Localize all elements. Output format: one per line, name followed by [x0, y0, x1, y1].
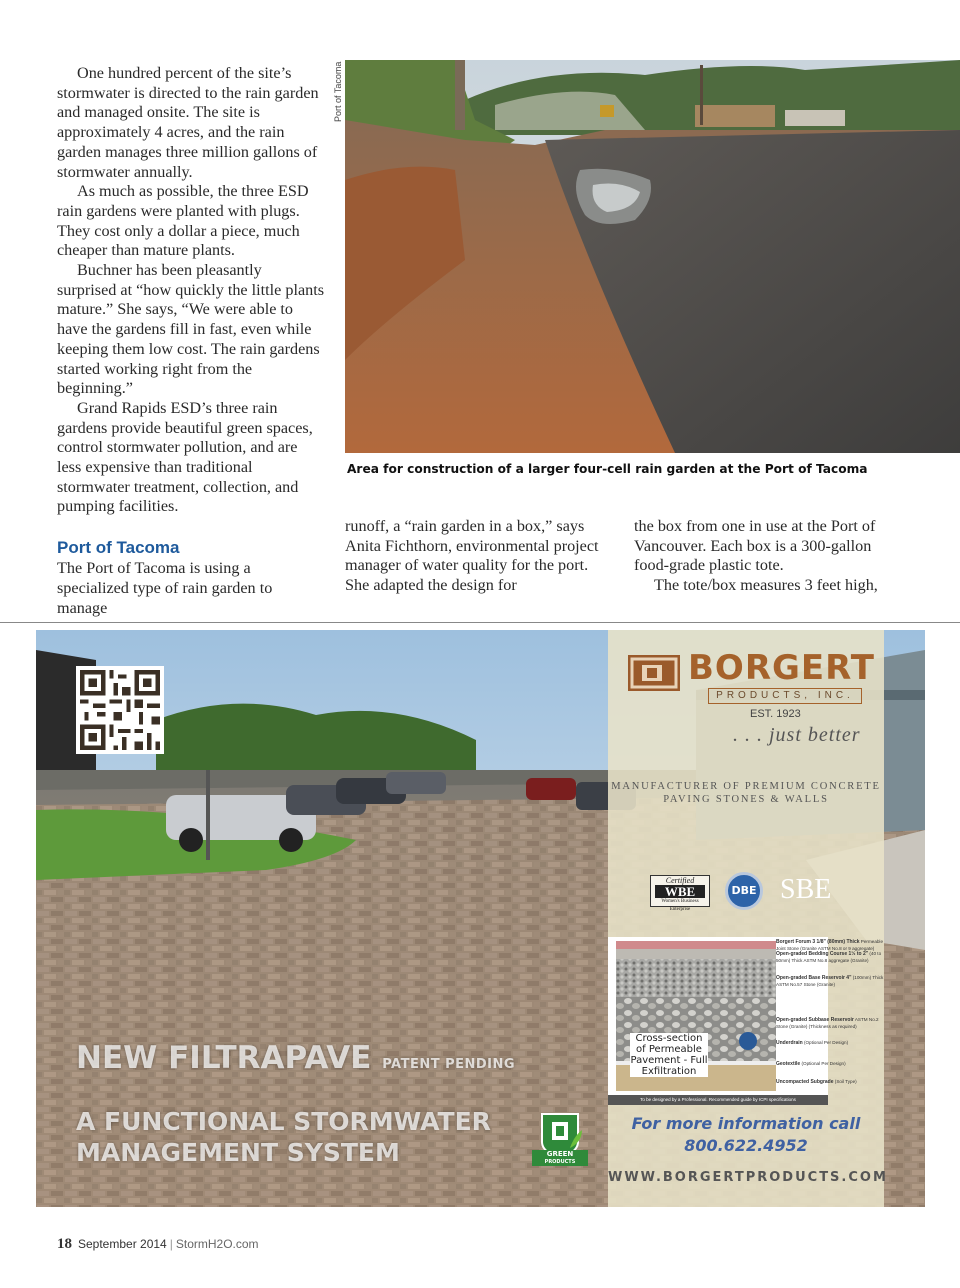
- layer-label: Open-graded Subbase Reservoir ASTM No.2 Stone (Granite) (Thickness as required): [776, 1017, 879, 1029]
- contact-info: For more information call 800.622.4952: [608, 1113, 884, 1157]
- patent-pending-label: PATENT PENDING: [382, 1057, 516, 1072]
- qr-code[interactable]: [76, 666, 164, 754]
- page-number: 18: [57, 1236, 72, 1252]
- website-link[interactable]: WWW.BORGERTPRODUCTS.COM: [608, 1170, 888, 1185]
- layer-label: Underdrain (Optional Per Design): [776, 1040, 849, 1046]
- section-divider: [0, 622, 960, 623]
- article-column-2: [345, 517, 610, 596]
- paragraph: Buchner has been pleasantly surprised at “how quickly the little plants mature.” She says, “We were able to have the gardens fill in fast, even while keeping them low cost. The rain gardens started working right from the beginning.”: [57, 261, 325, 398]
- article-column-3: [634, 517, 909, 596]
- wbe-certification-badge: Certified WBE Women's Business Enterprise: [650, 875, 710, 907]
- established-label: EST. 1923: [750, 708, 801, 720]
- article-photo: [345, 60, 960, 453]
- sbe-certification-badge: SBE: [780, 874, 832, 905]
- ad-headline: NEW FILTRAPAVE PATENT PENDING: [76, 1040, 516, 1076]
- dbe-certification-badge: DBE: [725, 872, 763, 910]
- photo-caption: Area for construction of a larger four-cell rain garden at the Port of Tacoma: [347, 462, 868, 476]
- paragraph: As much as possible, the three ESD rain gardens were planted with plugs. They cost only a dollar a piece, much cheaper than mature plants.: [57, 182, 309, 260]
- paragraph: the box from one in use at the Port of Vancouver. Each box is a 300-gallon food-grade plastic tote.: [634, 517, 876, 575]
- borgert-logo-icon: [628, 655, 680, 691]
- brand-subtitle: PRODUCTS, INC.: [708, 688, 862, 704]
- layer-label: Borgert Forum 3 1/8" (80mm) Thick Permeable Joint Stone (Granite ASTM No.8 or 9 aggregate): [776, 939, 884, 951]
- paragraph: Grand Rapids ESD’s three rain gardens provide beautiful green spaces, control stormwater pollution, and are less expensive than traditional stormwater treatment, collection, and pumping facilities.: [57, 398, 313, 516]
- paragraph: The Port of Tacoma is using a specialized type of rain garden to manage: [57, 559, 273, 617]
- site-name: StormH2O.com: [175, 1237, 259, 1251]
- layer-label: Geotextile (Optional Per Design): [776, 1061, 846, 1067]
- issue-date: September 2014: [78, 1237, 167, 1251]
- photo-credit: Port of Tacoma: [333, 61, 343, 122]
- phone-number: 800.622.4952: [684, 1136, 808, 1155]
- brand-tagline: . . . just better: [733, 724, 861, 746]
- brand-name: BORGERT: [688, 648, 875, 688]
- section-subhead: Port of Tacoma: [57, 538, 180, 558]
- paragraph: The tote/box measures 3 feet high,: [654, 576, 878, 595]
- layer-label: Open-graded Bedding Course 1½ to 2" (40 to 50mm) Thick ASTM No.8 aggregate (Granite): [776, 951, 882, 963]
- borgert-advertisement: [36, 630, 925, 1207]
- ad-subheadline: A FUNCTIONAL STORMWATER MANAGEMENT SYSTEM: [76, 1107, 491, 1167]
- article-column-1: [57, 64, 325, 618]
- layer-label: Open-graded Base Reservoir 4" (100mm) Thick ASTM No.57 Stone (Granite): [776, 975, 884, 987]
- cross-section-diagram: [608, 937, 884, 1105]
- cross-section-note: To be designed by a Professional. Recommended guide by ICPI specifications: [608, 1095, 828, 1105]
- green-products-logo: GREEN PRODUCTS: [536, 1112, 584, 1168]
- cross-section-title: Cross-section of Permeable Pavement - Full Exfiltration: [630, 1033, 708, 1077]
- page-footer: 18 September 2014 | StormH2O.com: [57, 1236, 259, 1252]
- paragraph: runoff, a “rain garden in a box,” says Anita Fichthorn, environmental project manager of water quality for the port. She adapted the design for: [345, 517, 599, 595]
- layer-label: Uncompacted Subgrade (Soil Type): [776, 1079, 857, 1085]
- manufacturer-statement: MANUFACTURER OF PREMIUM CONCRETE PAVING STONES & WALLS: [611, 781, 881, 805]
- paragraph: One hundred percent of the site’s stormwater is directed to the rain garden and managed onsite. The site is approximately 4 acres, and the rain garden manages three million gallons of stormwater annually.: [57, 64, 319, 181]
